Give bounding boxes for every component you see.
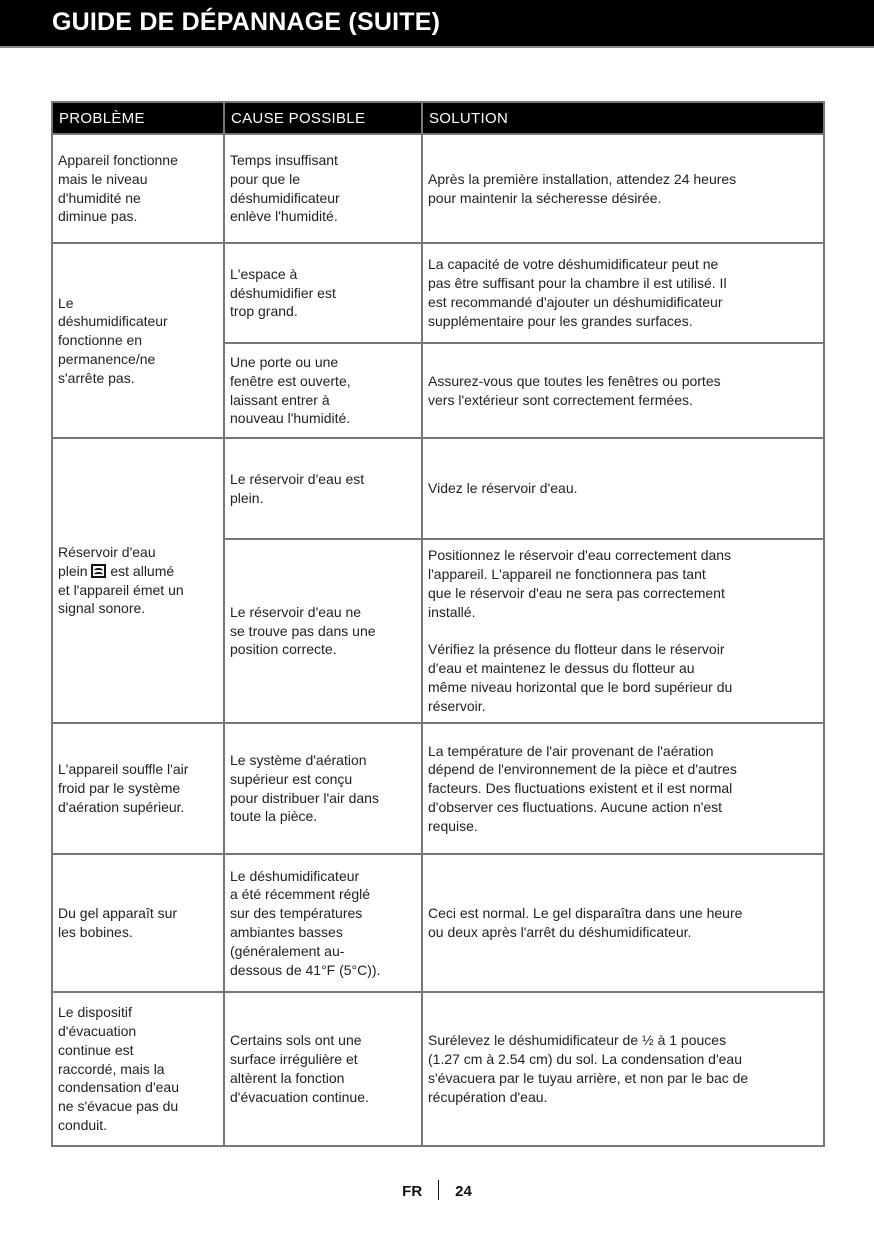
problem-text: est allumé et l'appareil émet un signal sonore. [58, 562, 184, 617]
problem-cell: Appareil fonctionne mais le niveau d'humidité ne diminue pas. [52, 134, 224, 243]
table-row [52, 723, 824, 854]
table-row [52, 134, 824, 243]
solution-cell: Videz le réservoir d'eau. [422, 438, 824, 539]
title-banner [0, 0, 874, 48]
table-header-row [52, 102, 824, 134]
header-solution: SOLUTION [422, 102, 824, 134]
solution-cell: Positionnez le réservoir d'eau correctement dans l'appareil. L'appareil ne fonctionnera pas tant que le réservoir d'eau ne sera pas correctement installé. Vérifiez la présence du flotteur dans le réservoir d'eau et maintenez le dessus du flotteur au même niveau horizontal que le bord supérieur du réservoir. [422, 539, 824, 723]
problem-cell: Le dispositif d'évacuation continue est raccordé, mais la condensation d'eau ne s'évacue pas du conduit. [52, 992, 224, 1146]
solution-cell: Surélevez le déshumidificateur de ½ à 1 pouces (1.27 cm à 2.54 cm) du sol. La condensation d'eau s'évacuera par le tuyau arrière, et non par le bac de récupération d'eau. [422, 992, 824, 1146]
table-row [52, 854, 824, 992]
water-tank-full-icon [91, 564, 106, 578]
solution-cell: La capacité de votre déshumidificateur peut ne pas être suffisant pour la chambre il est utilisé. Il est recommandé d'ajouter un déshumidificateur supplémentaire pour les grandes surfaces. [422, 243, 824, 343]
table-row [52, 438, 824, 539]
page-title: GUIDE DE DÉPANNAGE (SUITE) [52, 8, 441, 36]
header-problem: PROBLÈME [52, 102, 224, 134]
problem-text: Réservoir d'eau plein [58, 543, 156, 579]
solution-cell: Assurez-vous que toutes les fenêtres ou portes vers l'extérieur sont correctement fermées. [422, 343, 824, 438]
cause-cell: Le réservoir d'eau ne se trouve pas dans une position correcte. [224, 539, 422, 723]
troubleshooting-table [51, 101, 825, 1147]
cause-cell: Le système d'aération supérieur est conçu pour distribuer l'air dans toute la pièce. [224, 723, 422, 854]
table-row [52, 992, 824, 1146]
page-number: 24 [455, 1183, 472, 1200]
solution-cell: La température de l'air provenant de l'aération dépend de l'environnement de la pièce et d'autres facteurs. Des fluctuations existent et il est normal d'observer ces fluctuations. Aucune action n'est requise. [422, 723, 824, 854]
cause-cell: Le déshumidificateur a été récemment réglé sur des températures ambiantes basses (généralement au- dessous de 41°F (5°C)). [224, 854, 422, 992]
cause-cell: Le réservoir d'eau est plein. [224, 438, 422, 539]
problem-cell [52, 438, 224, 723]
cause-cell: Une porte ou une fenêtre est ouverte, laissant entrer à nouveau l'humidité. [224, 343, 422, 438]
cause-cell: L'espace à déshumidifier est trop grand. [224, 243, 422, 343]
footer-divider [438, 1180, 439, 1200]
problem-cell: Le déshumidificateur fonctionne en permanence/ne s'arrête pas. [52, 243, 224, 438]
cause-cell: Temps insuffisant pour que le déshumidificateur enlève l'humidité. [224, 134, 422, 243]
language-code: FR [402, 1183, 423, 1200]
header-cause: CAUSE POSSIBLE [224, 102, 422, 134]
problem-cell: Du gel apparaît sur les bobines. [52, 854, 224, 992]
solution-cell: Après la première installation, attendez 24 heures pour maintenir la sécheresse désirée. [422, 134, 824, 243]
problem-cell: L'appareil souffle l'air froid par le système d'aération supérieur. [52, 723, 224, 854]
page-footer [0, 1180, 874, 1200]
cause-cell: Certains sols ont une surface irrégulière et altèrent la fonction d'évacuation continue. [224, 992, 422, 1146]
solution-cell: Ceci est normal. Le gel disparaîtra dans une heure ou deux après l'arrêt du déshumidificateur. [422, 854, 824, 992]
table-row [52, 243, 824, 343]
